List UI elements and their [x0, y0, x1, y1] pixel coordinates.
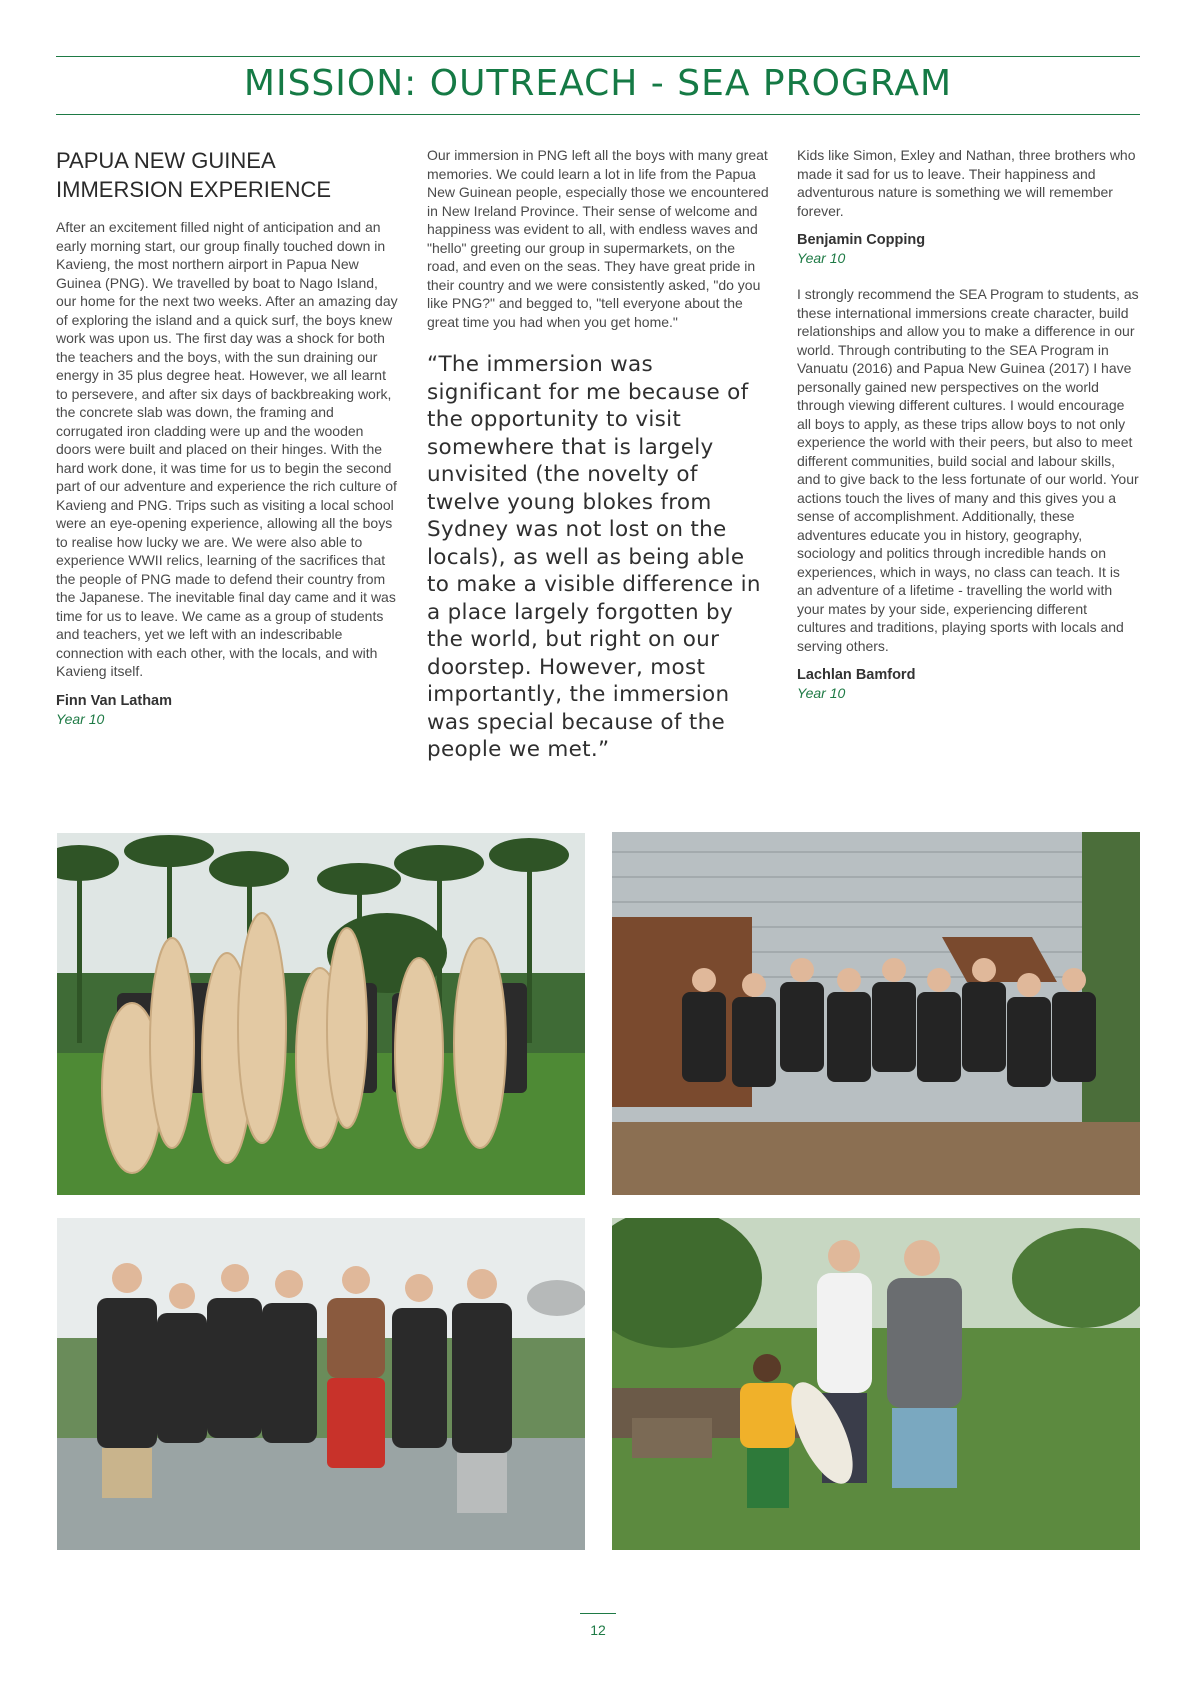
photo-surfboards-group: [57, 833, 585, 1195]
header-bottom-rule: [56, 114, 1140, 115]
article-body-1: After an excitement filled night of anticipation and an early morning start, our group finally touched down in Kavieng, the most northern airport in Papua New Guinea (PNG). We travelled by boat to Nago Island, our home for the next two weeks. After an amazing day of exploring the island and a quick surf, the boys knew work was upon us. The first day was a shock for both the teachers and the boys, with the sun draining our energy in 35 plus degree heat. However, we all learnt to persevere, and after six days of backbreaking work, the concrete slab was down, the framing and corrugated iron cladding were up and the wooden doors were built and placed on their hinges. With the hard work done, it was time for us to begin the second part of our adventure and experience the rich culture of Kavieng and PNG. Trips such as visiting a local school were an eye-opening experience, allowing all the boys to realise how lucky we are. We were also able to experience WWII relics, learning of the sacrifices that the people of PNG made to defend their country from the Japanese. The inevitable final day came and it was time for us to leave. We came as a group of students and teachers, yet we left with an indescribable connection with each other, with the locals, and with Kavieng itself.: [56, 219, 398, 679]
article-heading: PAPUA NEW GUINEA IMMERSION EXPERIENCE: [56, 148, 332, 202]
footer-rule: [580, 1613, 616, 1614]
photo-group-with-local: [57, 1218, 585, 1550]
author-year-2: Year 10: [797, 250, 846, 266]
photo-child-with-surfboard: [612, 1218, 1140, 1550]
page-title: MISSION: OUTREACH - SEA PROGRAM: [243, 63, 953, 104]
photo-group-at-building: [612, 832, 1140, 1195]
article-body-2: Our immersion in PNG left all the boys with many great memories. We could learn a lot in life from the Papua New Guinean people, especially those we encountered in New Ireland Province. Their sense of welcome and happiness was evident to all, with endless waves and "hello" greeting our group in supermarkets, on the road, and even on the seas. They have great pride in their country and we were consistently asked, "do you like PNG?" and begged to, "tell everyone about the great time you had when you get home.": [427, 147, 769, 330]
author-name-2: Benjamin Copping: [797, 232, 926, 248]
column-2: [427, 146, 769, 764]
page-number: 12: [590, 1622, 606, 1638]
article-body-3b: I strongly recommend the SEA Program to students, as these international immersions create character, build relationships and allow you to make a difference in our world. Through contributing to the SEA Program in Vanuatu (2016) and Papua New Guinea (2017) I have personally gained new perspectives on the world through viewing different cultures. I would encourage all boys to apply, as these trips allow boys to not only experience the world with their peers, but also to meet different communities, build social and labour skills, and to give back to the less fortunate of our world. Your actions touch the lives of many and this gives you a sense of accomplishment. Additionally, these adventures educate you in history, geography, sociology and politics through incredible hands on experiences, which in ways, no class can teach. It is an adventure of a lifetime - travelling the world with your mates by your side, experiencing different cultures and traditions, playing sports with locals and serving others.: [797, 286, 1139, 654]
article-body-3a: Kids like Simon, Exley and Nathan, three brothers who made it sad for us to leave. Their happiness and adventurous nature is something we will remember forever.: [797, 147, 1136, 219]
pull-quote: “The immersion was significant for me because of the opportunity to visit somewhere that is largely unvisited (the novelty of twelve young blokes from Sydney was not lost on the locals), as well as being able to make a visible difference in a place largely forgotten by the world, but right on our doorstep. However, most importantly, the immersion was special because of the people we met.”: [427, 352, 761, 762]
author-name-3: Lachlan Bamford: [797, 667, 916, 683]
author-name-1: Finn Van Latham: [56, 692, 173, 709]
author-year-3: Year 10: [797, 685, 846, 701]
column-1: [56, 146, 398, 728]
column-3: [797, 146, 1139, 702]
author-year-1: Year 10: [56, 710, 105, 727]
header-top-rule: [56, 56, 1140, 57]
